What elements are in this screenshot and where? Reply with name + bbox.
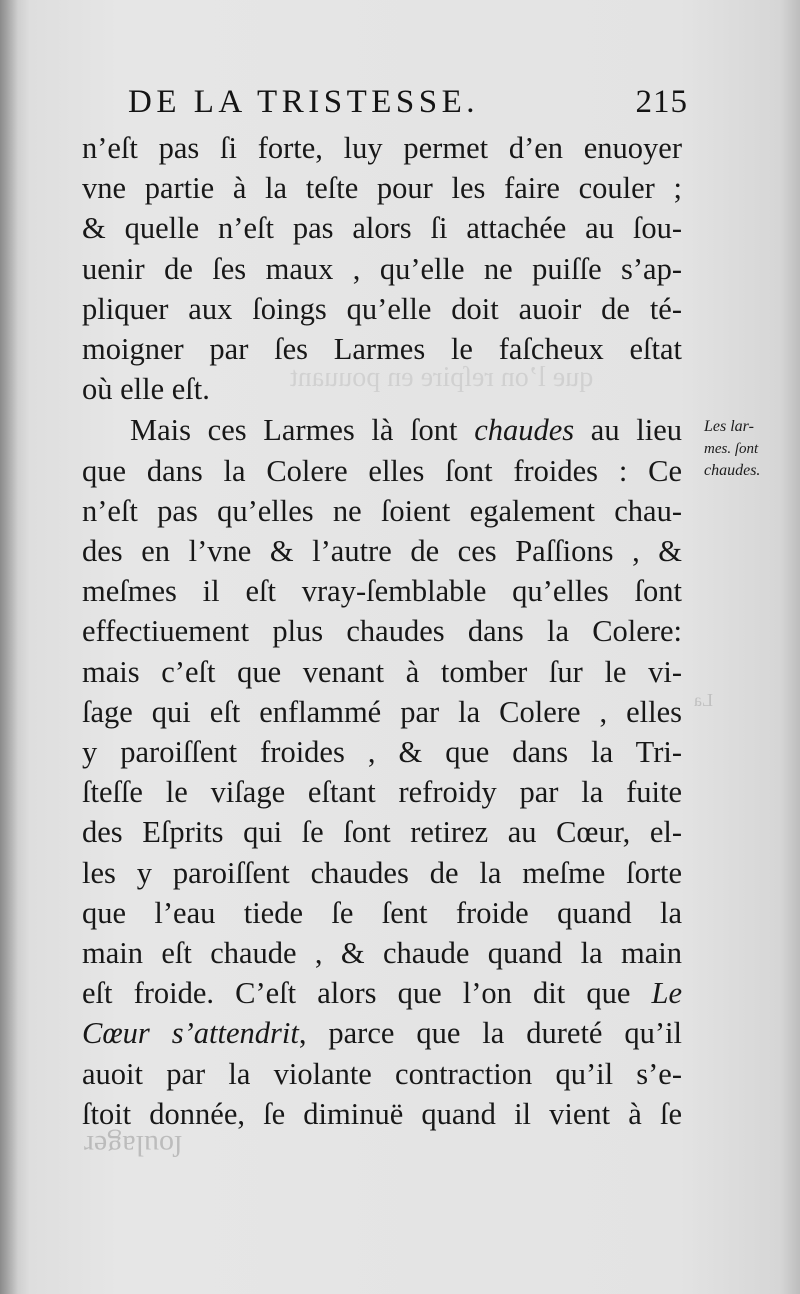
text-line: ſteſſe le viſage eſtant refroidy par la fuite <box>82 775 682 810</box>
running-header <box>128 84 688 128</box>
text-line: n’eſt pas qu’elles ne ſoient egalement chau- <box>82 493 682 528</box>
text-segment: eſt froide. C’eſt alors que l’on dit que <box>82 976 652 1011</box>
text-line: que dans la Colere elles ſont froides : Ce <box>82 453 682 488</box>
marginal-note-line: chaudes. <box>704 462 761 479</box>
text-segment: , parce que la dureté qu’il <box>298 1016 682 1051</box>
text-line: main eſt chaude , & chaude quand la main <box>82 936 682 971</box>
text-segment: au lieu <box>574 413 682 448</box>
text-segment: Mais ces Larmes là ſont <box>130 413 475 448</box>
italic-phrase-coeur-sattendrit: Cœur s’attendrit <box>82 1016 299 1051</box>
show-through-text-bottom: ſoulager <box>84 1129 183 1162</box>
text-line: que l’eau tiede ſe ſent froide quand la <box>82 895 682 930</box>
text-line: mais c’eſt que venant à tomber ſur le vi- <box>82 654 682 689</box>
text-line: ſtoit donnée, ſe diminuë quand il vient à ſe <box>82 1096 682 1131</box>
page-number: 215 <box>635 84 688 120</box>
text-line: des Eſprits qui ſe ſont retirez au Cœur, el- <box>82 815 682 850</box>
text-line: meſmes il eſt vray-ſemblable qu’elles ſont <box>82 574 682 609</box>
page-gutter-shadow <box>0 0 18 1294</box>
text-line: des en l’vne & l’autre de ces Paſſions , & <box>82 534 682 569</box>
text-line: uenir de ſes maux , qu’elle ne puiſſe s’ap- <box>82 251 682 286</box>
marginal-note-line: Les lar- <box>704 418 754 435</box>
text-line: les y paroiſſent chaudes de la meſme ſorte <box>82 855 682 890</box>
italic-term-chaudes: chaudes <box>474 413 575 448</box>
text-line <box>82 1013 682 1053</box>
text-line: y paroiſſent froides , & que dans la Tri- <box>82 735 682 770</box>
text-line: n’eſt pas ſi forte, luy permet d’en enuoyer <box>82 131 682 165</box>
text-line: ſage qui eſt enflammé par la Colere , elles <box>82 694 682 729</box>
text-line: moigner par ſes Larmes le faſcheux eſtat <box>82 332 682 367</box>
show-through-text-right: La <box>694 690 713 710</box>
text-line: & quelle n’eſt pas alors ſi attachée au ſou- <box>82 211 682 246</box>
text-line: pliquer aux ſoings qu’elle doit auoir de té- <box>82 291 682 326</box>
text-line: effectiuement plus chaudes dans la Colere: <box>82 614 682 649</box>
marginal-note-line: mes. ſont <box>704 441 759 457</box>
text-line <box>82 973 682 1013</box>
text-line-paragraph-start <box>82 410 682 450</box>
text-line: vne partie à la teſte pour les faire couler ; <box>82 171 682 206</box>
text-line: auoit par la violante contraction qu’il s’e- <box>82 1056 682 1091</box>
main-text-block <box>82 128 682 1134</box>
italic-phrase-le: Le <box>651 976 682 1011</box>
text-line: où elle eſt. <box>82 372 210 407</box>
show-through-text-middle: que l’on reſpire en pouuant <box>290 362 594 393</box>
marginal-note <box>704 412 796 485</box>
running-title: DE LA TRISTESSE. <box>128 84 480 120</box>
